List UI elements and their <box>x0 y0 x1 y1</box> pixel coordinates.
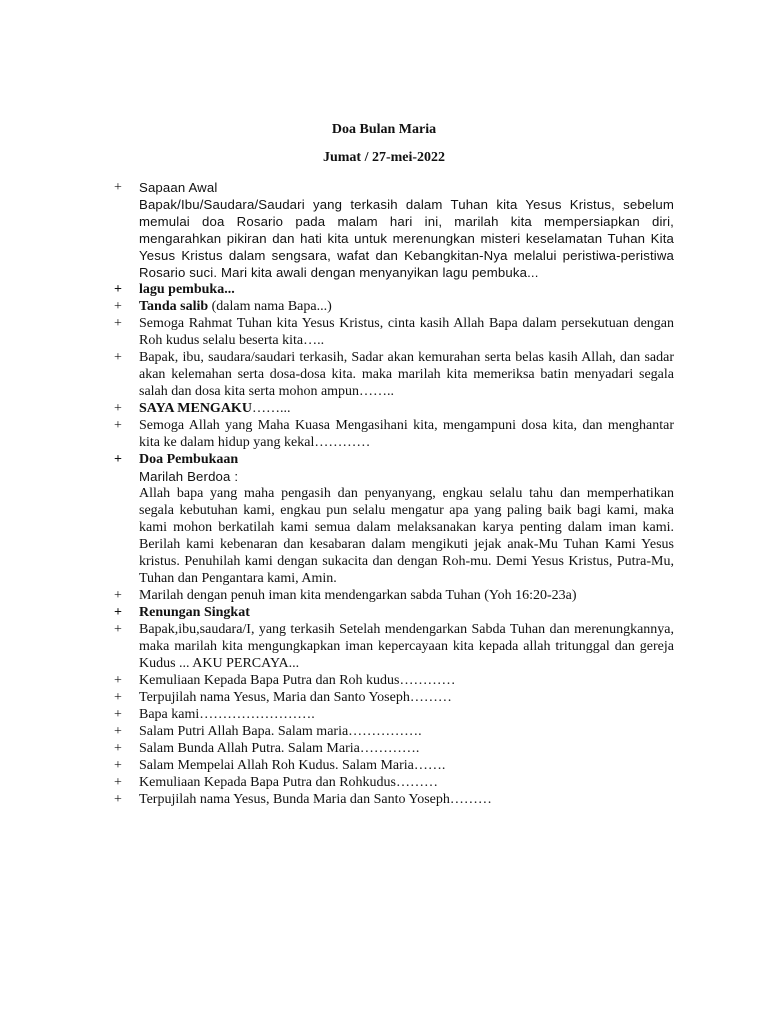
list-item <box>111 621 674 672</box>
bullet-marker: + <box>114 180 122 195</box>
item-paragraph: Salam Putri Allah Bapa. Salam maria……………. <box>139 724 422 739</box>
item-heading: Doa Pembukaan <box>139 452 239 467</box>
item-paragraph: Bapa kami……………………. <box>139 707 315 722</box>
item-heading: Renungan Singkat <box>139 605 250 620</box>
list-item <box>111 791 674 808</box>
list-item <box>111 774 674 791</box>
list-item <box>111 706 674 723</box>
item-paragraph: Bapak, ibu, saudara/saudari terkasih, Sadar akan kemurahan serta belas kasih Allah, dan sadar akan kelemahan serta dosa-dosa kita. maka marilah kita memeriksa batin menyadari segala salah dan dosa kita serta mohon ampun…….. <box>139 350 674 399</box>
bullet-marker: + <box>114 622 122 637</box>
item-heading: Sapaan Awal <box>139 180 218 195</box>
bullet-marker: + <box>114 758 122 773</box>
item-paragraph: Salam Mempelai Allah Roh Kudus. Salam Maria……. <box>139 758 446 773</box>
item-paragraph: Kemuliaan Kepada Bapa Putra dan Roh kudus………… <box>139 673 456 688</box>
bullet-marker: + <box>114 588 122 603</box>
item-paragraph: Bapak,ibu,saudara/I, yang terkasih Setelah mendengarkan Sabda Tuhan dan merenungkannya, maka marilah kita mengungkapkan iman kepercayaan kita kepada allah tritunggal dan gereja Kudus ... AKU PERCAYA... <box>139 622 674 671</box>
document-title: Doa Bulan Maria <box>331 122 437 137</box>
list-item <box>111 740 674 757</box>
item-heading: lagu pembuka... <box>139 282 235 297</box>
bullet-marker: + <box>114 316 122 331</box>
list-item <box>111 315 674 349</box>
bullet-marker: + <box>114 605 122 620</box>
list-item <box>111 757 674 774</box>
item-paragraph: Terpujilah nama Yesus, Maria dan Santo Yoseph……… <box>139 690 452 705</box>
item-paragraph: Semoga Allah yang Maha Kuasa Mengasihani kita, mengampuni dosa kita, dan menghantar kita ke dalam hidup yang kekal………… <box>139 418 674 450</box>
list-item-renungan-singkat <box>111 604 674 621</box>
item-subheading: Marilah Berdoa : <box>139 469 239 484</box>
bullet-marker: + <box>114 401 122 416</box>
bullet-marker: + <box>114 452 122 467</box>
item-heading-text: Tanda salib <box>139 299 209 314</box>
list-item <box>111 417 674 451</box>
list-item <box>111 723 674 740</box>
bullet-marker: + <box>114 350 122 365</box>
document-date: Jumat / 27-mei-2022 <box>322 150 446 165</box>
bullet-marker: + <box>114 299 122 314</box>
bullet-marker: + <box>114 775 122 790</box>
list-item-doa-pembukaan <box>111 451 674 587</box>
list-item <box>111 689 674 706</box>
list-item-tanda-salib <box>111 298 674 315</box>
list-item <box>111 672 674 689</box>
bullet-marker: + <box>114 418 122 433</box>
bullet-marker: + <box>114 673 122 688</box>
item-paragraph: Allah bapa yang maha pengasih dan penyanyang, engkau selalu tahu dan memperhatikan segala kebutuhan kami, engkau pun selalu mengatur apa yang paling baik bagi kami, maka kami mohon berkatilah kami semua dalam melaksanakan karya penting dalam iman kami. Berilah kami kebenaran dan kesabaran dalam mengikuti jejak anak-Mu Tuhan Kami Yesus kristus. Penuhilah kami dengan sukacita dan dengan Roh-mu. Demi Yesus Kristus, Putra-Mu, Tuhan dan Pengantara kami, Amin. <box>139 486 674 586</box>
bullet-marker: + <box>114 724 122 739</box>
item-heading <box>139 400 674 417</box>
prayer-list <box>111 179 674 808</box>
list-item-lagu-pembuka <box>111 281 674 298</box>
item-paragraph: Semoga Rahmat Tuhan kita Yesus Kristus, cinta kasih Allah Bapa dalam persekutuan dengan Roh kudus selalu beserta kita….. <box>139 316 674 348</box>
item-paragraph: Kemuliaan Kepada Bapa Putra dan Rohkudus……… <box>139 775 438 790</box>
item-paragraph: Terpujilah nama Yesus, Bunda Maria dan Santo Yoseph……… <box>139 792 492 807</box>
item-heading-suffix: (dalam nama Bapa...) <box>208 299 332 314</box>
bullet-marker: + <box>114 690 122 705</box>
list-item <box>111 587 674 604</box>
list-item-sapaan-awal <box>111 179 674 281</box>
bullet-marker: + <box>114 707 122 722</box>
item-heading-suffix: ……... <box>251 401 291 416</box>
bullet-marker: + <box>114 282 122 297</box>
list-item-saya-mengaku <box>111 400 674 417</box>
item-heading <box>139 298 674 315</box>
item-paragraph: Bapak/Ibu/Saudara/Saudari yang terkasih dalam Tuhan kita Yesus Kristus, sebelum memulai doa Rosario pada malam hari ini, marilah kita mempersiapkan diri, mengarahkan pikiran dan hati kita untuk merenungkan misteri keselamatan Tuhan Kita Yesus Kristus dalam sengsara, wafat dan Kebangkitan-Nya melalui peristiwa-peristiwa Rosario suci. Mari kita awali dengan menyanyikan lagu pembuka... <box>139 197 674 280</box>
bullet-marker: + <box>114 741 122 756</box>
item-heading-text: SAYA MENGAKU <box>139 401 252 416</box>
item-paragraph: Marilah dengan penuh iman kita mendengarkan sabda Tuhan (Yoh 16:20-23a) <box>139 588 577 603</box>
item-paragraph: Salam Bunda Allah Putra. Salam Maria…………. <box>139 741 420 756</box>
list-item <box>111 349 674 400</box>
bullet-marker: + <box>114 792 122 807</box>
